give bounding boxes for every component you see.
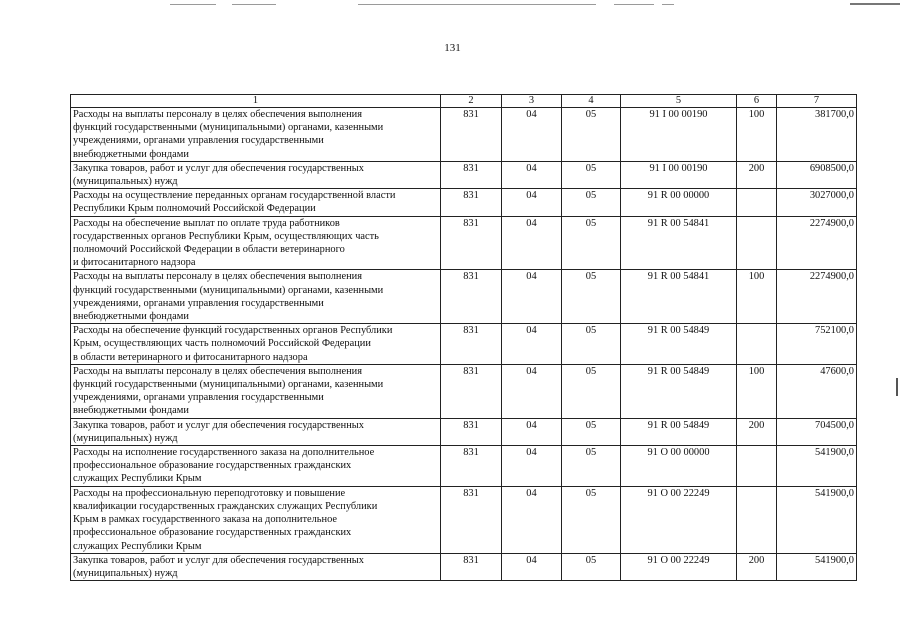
ministry-code-cell: 831	[441, 486, 502, 553]
target-article-cell: 91 O 00 22249	[621, 486, 737, 553]
scan-artifact-line	[358, 4, 596, 5]
expense-description-cell: Расходы на осуществление переданных органам государственной власти Республики Крым полномочий Российской Федерации	[71, 189, 441, 216]
expense-description-cell: Закупка товаров, работ и услуг для обеспечения государственных (муниципальных) нужд	[71, 418, 441, 445]
ministry-code-cell: 831	[441, 553, 502, 580]
column-header: 1	[71, 95, 441, 108]
ministry-code-cell: 831	[441, 108, 502, 162]
target-article-cell: 91 O 00 22249	[621, 553, 737, 580]
expense-type-cell	[737, 486, 777, 553]
subsection-code-cell: 05	[562, 189, 621, 216]
table-row	[71, 486, 857, 553]
amount-cell: 752100,0	[777, 324, 857, 365]
expense-type-cell	[737, 446, 777, 487]
table-row	[71, 108, 857, 162]
ministry-code-cell: 831	[441, 189, 502, 216]
target-article-cell: 91 R 00 54849	[621, 418, 737, 445]
section-code-cell: 04	[502, 364, 562, 418]
expense-description-cell: Расходы на исполнение государственного заказа на дополнительное профессиональное образование государственных гражданских служащих Республики Крым	[71, 446, 441, 487]
table-row	[71, 324, 857, 365]
expense-type-cell: 100	[737, 108, 777, 162]
scan-artifact-line	[232, 4, 276, 5]
subsection-code-cell: 05	[562, 364, 621, 418]
expense-type-cell	[737, 324, 777, 365]
expense-type-cell	[737, 189, 777, 216]
table-body	[71, 108, 857, 581]
section-code-cell: 04	[502, 108, 562, 162]
section-code-cell: 04	[502, 189, 562, 216]
column-header: 7	[777, 95, 857, 108]
page-number: 131	[444, 42, 461, 54]
table-row	[71, 418, 857, 445]
subsection-code-cell: 05	[562, 553, 621, 580]
amount-cell: 2274900,0	[777, 216, 857, 270]
expense-description-cell: Расходы на выплаты персоналу в целях обеспечения выполнения функций государственными (муниципальными) органами, казенными учреждениями, органами управления государственными внебюджетными фондами	[71, 108, 441, 162]
table-row	[71, 216, 857, 270]
target-article-cell: 91 R 00 54849	[621, 364, 737, 418]
ministry-code-cell: 831	[441, 270, 502, 324]
expense-description-cell: Расходы на обеспечение выплат по оплате труда работников государственных органов Республики Крым, осуществляющих часть полномочий Российской Федерации в области ветеринарного и фитосанитарного надзора	[71, 216, 441, 270]
section-code-cell: 04	[502, 418, 562, 445]
table-row	[71, 270, 857, 324]
subsection-code-cell: 05	[562, 418, 621, 445]
target-article-cell: 91 I 00 00190	[621, 161, 737, 188]
section-code-cell: 04	[502, 216, 562, 270]
budget-table	[70, 94, 857, 581]
column-header: 2	[441, 95, 502, 108]
target-article-cell: 91 I 00 00190	[621, 108, 737, 162]
amount-cell: 3027000,0	[777, 189, 857, 216]
table-row	[71, 189, 857, 216]
section-code-cell: 04	[502, 486, 562, 553]
table-row	[71, 446, 857, 487]
subsection-code-cell: 05	[562, 216, 621, 270]
target-article-cell: 91 R 00 54849	[621, 324, 737, 365]
ministry-code-cell: 831	[441, 324, 502, 365]
expense-description-cell: Расходы на выплаты персоналу в целях обеспечения выполнения функций государственными (муниципальными) органами, казенными учреждениями, органами управления государственными внебюджетными фондами	[71, 364, 441, 418]
ministry-code-cell: 831	[441, 364, 502, 418]
scan-artifact-line	[662, 4, 674, 5]
expense-description-cell: Расходы на выплаты персоналу в целях обеспечения выполнения функций государственными (муниципальными) органами, казенными учреждениями, органами управления государственными внебюджетными фондами	[71, 270, 441, 324]
target-article-cell: 91 R 00 54841	[621, 216, 737, 270]
section-code-cell: 04	[502, 161, 562, 188]
expense-type-cell: 200	[737, 418, 777, 445]
amount-cell: 541900,0	[777, 446, 857, 487]
ministry-code-cell: 831	[441, 216, 502, 270]
expense-description-cell: Расходы на обеспечение функций государственных органов Республики Крым, осуществляющих часть полномочий Российской Федерации в области ветеринарного и фитосанитарного надзора	[71, 324, 441, 365]
scan-edge-mark	[896, 378, 898, 396]
header-row	[71, 95, 857, 108]
expense-type-cell	[737, 216, 777, 270]
expense-type-cell: 200	[737, 553, 777, 580]
amount-cell: 541900,0	[777, 486, 857, 553]
amount-cell: 381700,0	[777, 108, 857, 162]
amount-cell: 704500,0	[777, 418, 857, 445]
section-code-cell: 04	[502, 270, 562, 324]
amount-cell: 541900,0	[777, 553, 857, 580]
target-article-cell: 91 O 00 00000	[621, 446, 737, 487]
target-article-cell: 91 R 00 00000	[621, 189, 737, 216]
subsection-code-cell: 05	[562, 446, 621, 487]
scan-artifact-line	[850, 3, 900, 5]
expense-type-cell: 200	[737, 161, 777, 188]
ministry-code-cell: 831	[441, 446, 502, 487]
table-row	[71, 161, 857, 188]
expense-type-cell: 100	[737, 364, 777, 418]
amount-cell: 47600,0	[777, 364, 857, 418]
column-header: 5	[621, 95, 737, 108]
subsection-code-cell: 05	[562, 324, 621, 365]
subsection-code-cell: 05	[562, 486, 621, 553]
subsection-code-cell: 05	[562, 270, 621, 324]
subsection-code-cell: 05	[562, 161, 621, 188]
scan-artifact-line	[170, 4, 216, 5]
ministry-code-cell: 831	[441, 418, 502, 445]
ministry-code-cell: 831	[441, 161, 502, 188]
table-row	[71, 364, 857, 418]
expense-description-cell: Закупка товаров, работ и услуг для обеспечения государственных (муниципальных) нужд	[71, 161, 441, 188]
expense-description-cell: Расходы на профессиональную переподготовку и повышение квалификации государственных гражданских служащих Республики Крым в рамках государственного заказа на дополнительное профессиональное образование государственных гражданских служащих Республики Крым	[71, 486, 441, 553]
amount-cell: 2274900,0	[777, 270, 857, 324]
table-row	[71, 553, 857, 580]
subsection-code-cell: 05	[562, 108, 621, 162]
amount-cell: 6908500,0	[777, 161, 857, 188]
scan-artifact-line	[614, 4, 654, 5]
expense-description-cell: Закупка товаров, работ и услуг для обеспечения государственных (муниципальных) нужд	[71, 553, 441, 580]
column-header: 6	[737, 95, 777, 108]
column-header: 4	[562, 95, 621, 108]
section-code-cell: 04	[502, 324, 562, 365]
section-code-cell: 04	[502, 446, 562, 487]
column-header: 3	[502, 95, 562, 108]
section-code-cell: 04	[502, 553, 562, 580]
target-article-cell: 91 R 00 54841	[621, 270, 737, 324]
expense-type-cell: 100	[737, 270, 777, 324]
